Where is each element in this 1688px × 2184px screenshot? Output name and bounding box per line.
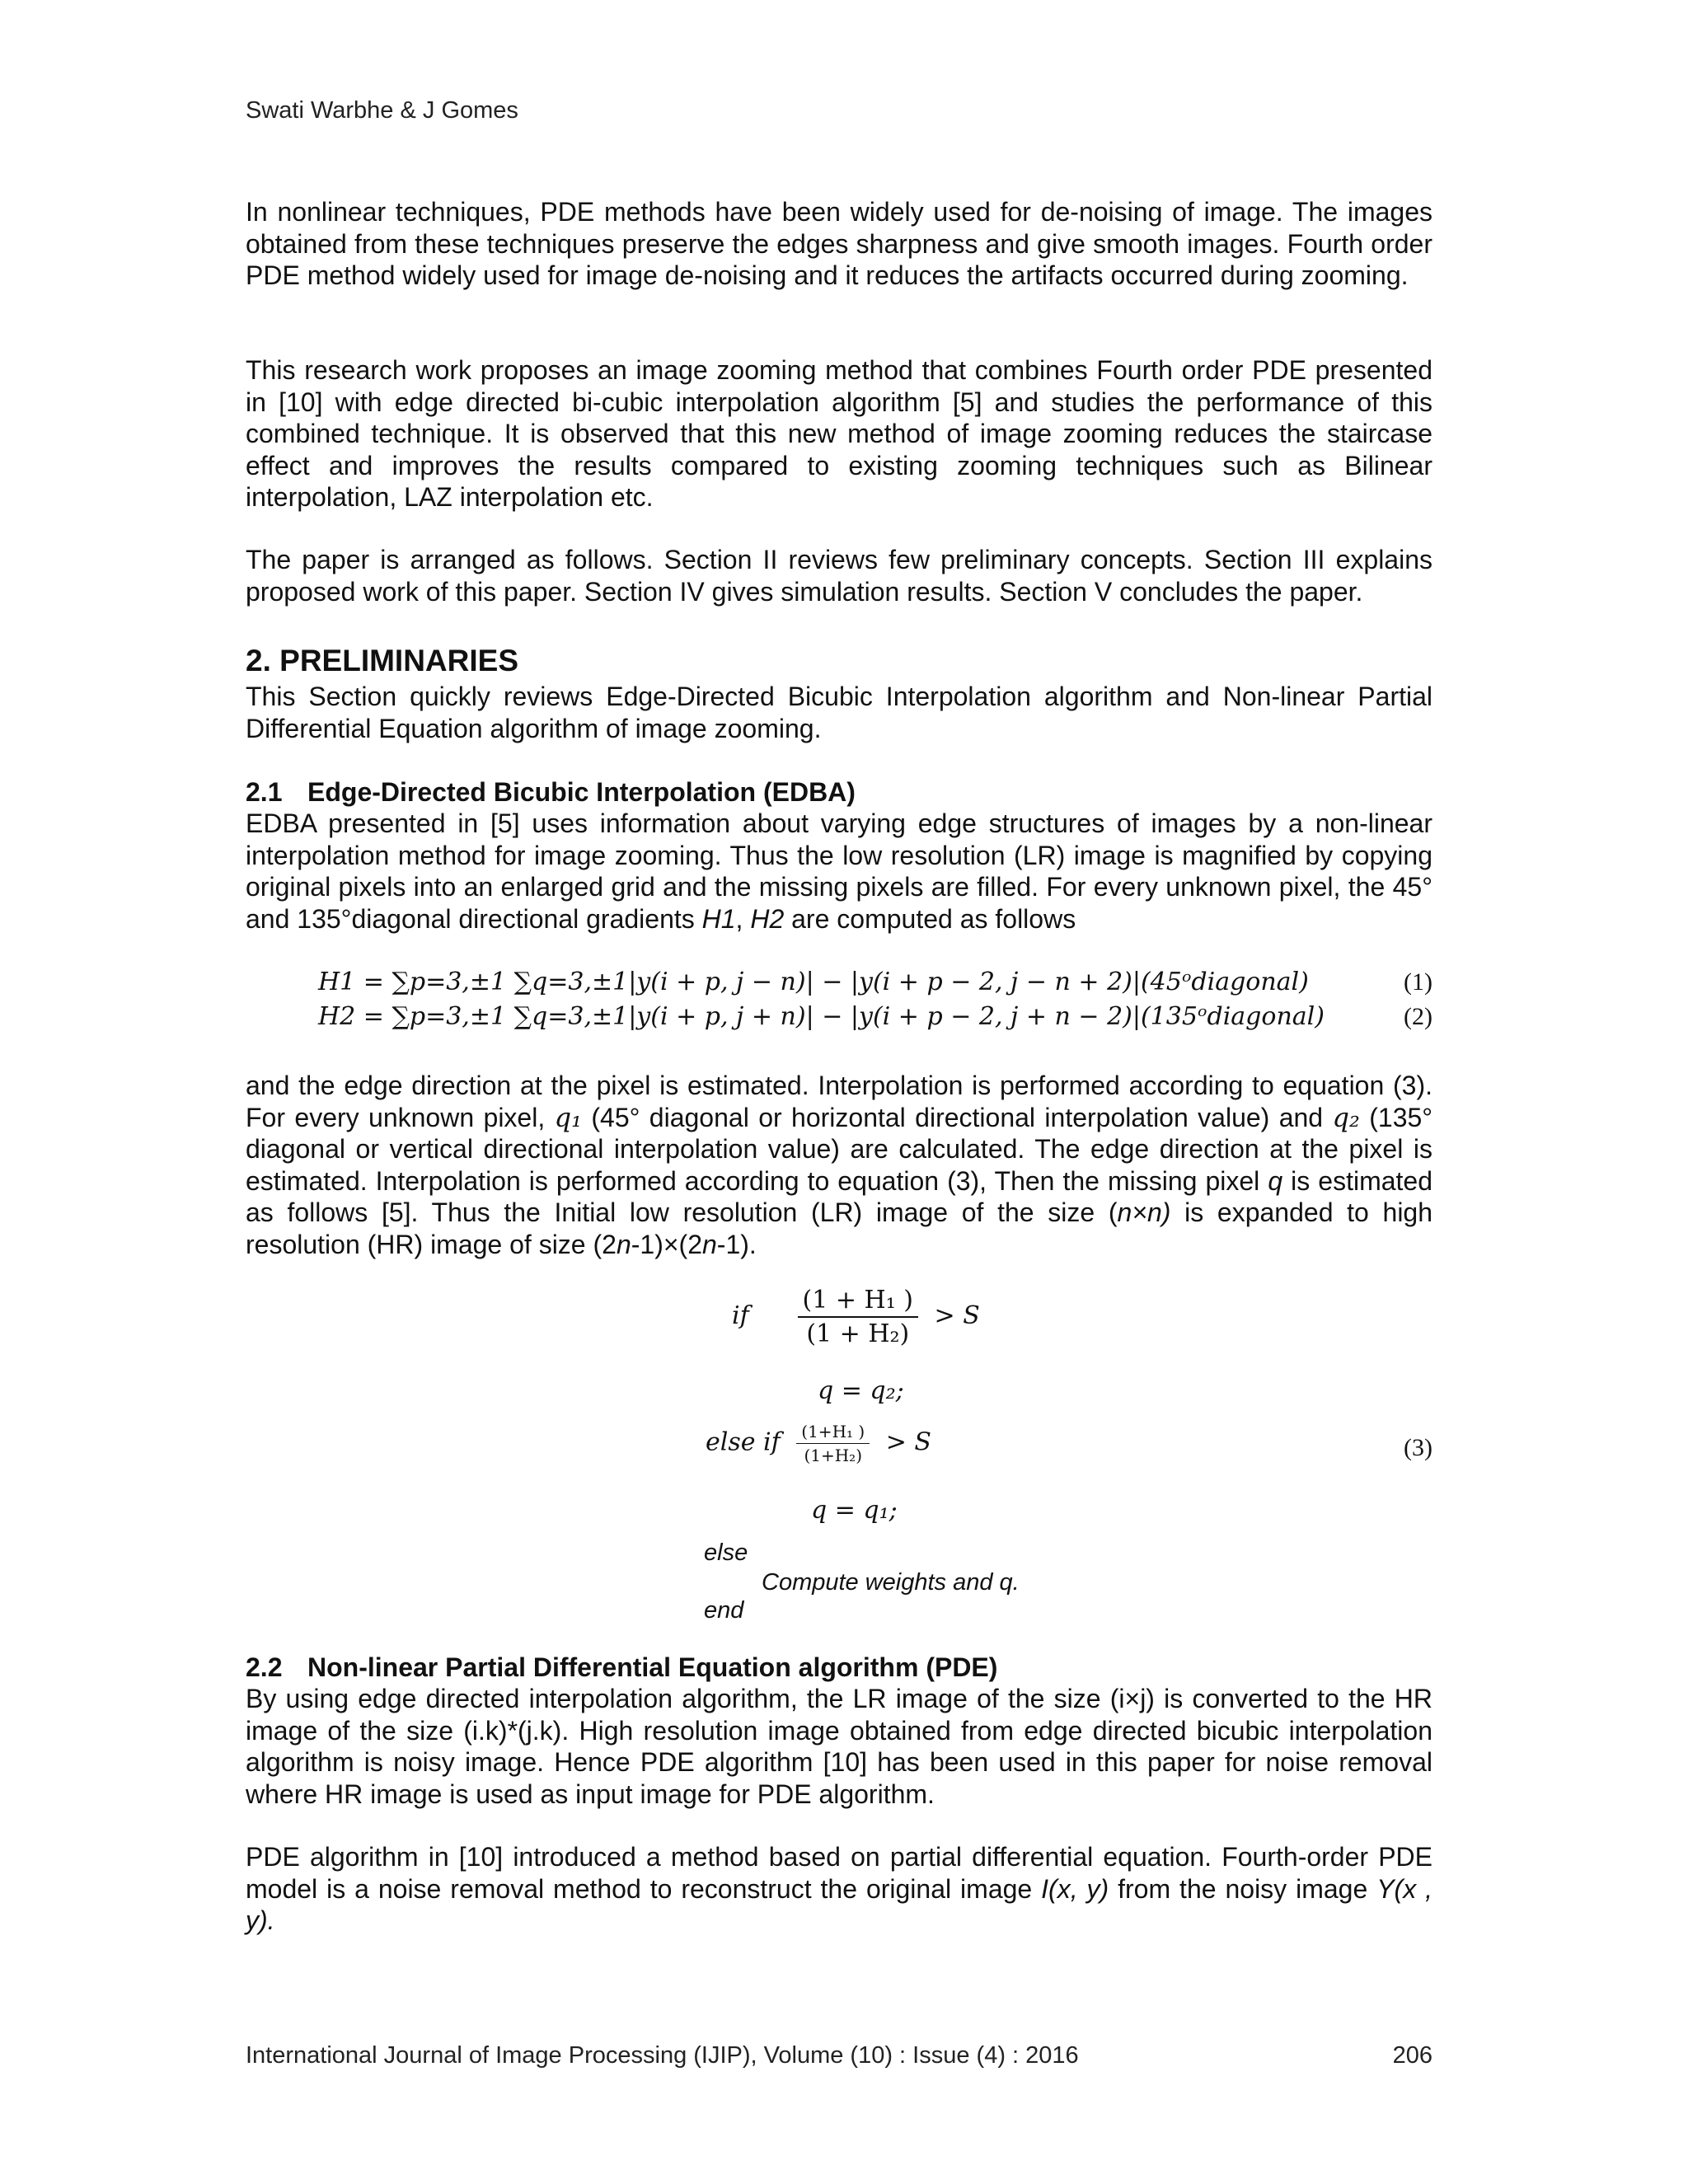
n-symbol-1: n	[616, 1229, 631, 1259]
equation-3-number: (3)	[1404, 1434, 1432, 1461]
equation-1	[318, 966, 1432, 999]
intro-p2-text: This research work proposes an image zooming method that combines Fourth order PDE presented in [10] with edge directed bi-cubic interpolation algorithm [5] and studies the performance of this combined technique. It is observed that this new method of image zooming reduces the staircase effect and improves the results compared to existing zooming techniques such as Bilinear interpolation, LAZ interpolation etc.	[246, 355, 1432, 512]
algo-assign-q2: q = q₂;	[818, 1376, 904, 1405]
algo-gt-s-1: > S	[934, 1301, 980, 1330]
footer-journal: International Journal of Image Processing (IJIP), Volume (10) : Issue (4) : 2016	[246, 2042, 1079, 2069]
algo-fraction-2-numerator: (1+H₁ )	[796, 1422, 870, 1444]
algo-if-line	[732, 1286, 980, 1348]
nxn-symbol: n×n)	[1117, 1197, 1171, 1227]
algo-elseif-keyword: else if	[706, 1427, 781, 1457]
algo-fraction-2	[796, 1422, 870, 1465]
q1-symbol: q₁	[554, 1101, 582, 1133]
section-2-title: 2. PRELIMINARIES	[246, 644, 518, 677]
sub22-p2-text	[246, 1841, 1432, 1937]
algo-fraction-1-denominator: (1 + H₂)	[806, 1319, 910, 1348]
equation-2	[318, 1001, 1432, 1033]
after-eq-s3: (135° diagonal or vertical directional interpolation value) are calculated. The edge direction at the pixel is estimated. Interpolation is performed according to equation (3), Then the missing pixel	[246, 1102, 1433, 1196]
intro-paragraph-2	[246, 354, 1432, 513]
equation-1-number: (1)	[1404, 968, 1432, 996]
subsection-2-1-text: EDBA presented in [5] uses information about varying edge structures of images by a non-linear interpolation method for image zooming. Thus the low resolution (LR) image is magnified by copying original pixels into an enlarged grid and the missing pixels are filled. For every unknown pixel, the 45° and 135°diagonal directional gradients H1, H2 are computed as follows	[246, 808, 1432, 934]
q2-symbol: q₂	[1332, 1101, 1360, 1133]
subsection-2-2-title: Non-linear Partial Differential Equation algorithm (PDE)	[307, 1652, 998, 1682]
section-2-intro	[246, 681, 1432, 744]
footer-page-number: 206	[1392, 2042, 1432, 2069]
equation-1-body: H1 = ∑p=3,±1 ∑q=3,±1|y(i + p, j − n)| − |y(i + p − 2, j − n + 2)|(45ᵒdiagonal)	[318, 968, 1309, 996]
after-eq-s5: is expanded to high resolution (HR) image of size (2	[246, 1197, 1433, 1259]
sub22-p1-text: By using edge directed interpolation algorithm, the LR image of the size (i×j) is converted to the HR image of the size (i.k)*(j.k). High resolution image obtained from edge directed bicubic interpolation algorithm is noisy image. Hence PDE algorithm [10] has been used in this paper for noise removal where HR image is used as input image for PDE algorithm.	[246, 1684, 1432, 1809]
algo-assign-q1: q = q₁;	[811, 1496, 898, 1525]
q-symbol: q	[1268, 1165, 1283, 1196]
after-equations-text	[246, 1070, 1432, 1260]
h1-symbol: H1	[701, 903, 736, 934]
algo-fraction-1	[798, 1286, 918, 1348]
subsection-2-2-heading	[246, 1652, 1432, 1683]
intro-p3-text: The paper is arranged as follows. Section II reviews few preliminary concepts. Section III explains proposed work of this paper. Section IV gives simulation results. Section V concludes the paper.	[246, 545, 1432, 607]
intro-paragraph-1	[246, 196, 1432, 292]
equation-2-body: H2 = ∑p=3,±1 ∑q=3,±1|y(i + p, j + n)| − |y(i + p − 2, j + n − 2)|(135ᵒdiagonal)	[318, 1002, 1325, 1031]
algo-fraction-2-denominator: (1+H₂)	[804, 1446, 862, 1465]
yxy-symbol: Y(x , y).	[246, 1873, 1433, 1935]
subsection-2-1-title: Edge-Directed Bicubic Interpolation (EDBA)	[307, 777, 856, 807]
ixy-symbol: I(x, y)	[1041, 1873, 1109, 1904]
subsection-2-2-number: 2.2	[246, 1652, 283, 1682]
algo-fraction-1-numerator: (1 + H₁ )	[798, 1286, 918, 1318]
sub22-p2-a: PDE algorithm in [10] introduced a method based on partial differential equation. Fourth-order PDE model is a noise removal method to reconstruct the original image	[246, 1842, 1432, 1904]
subsection-2-1-number: 2.1	[246, 777, 283, 807]
intro-p1-text: In nonlinear techniques, PDE methods have been widely used for de-noising of image. The images obtained from these techniques preserve the edges sharpness and give smooth images. Fourth order PDE method widely used for image de-noising and it reduces the artifacts occurred during zooming.	[246, 197, 1432, 290]
section-2-heading-block	[246, 643, 1432, 679]
n-symbol-2: n	[701, 1229, 717, 1259]
algo-gt-s-2: > S	[885, 1427, 931, 1457]
algo-else-keyword: else	[704, 1540, 748, 1566]
subsection-2-2-paragraph-1	[246, 1683, 1432, 1810]
algo-end-keyword: end	[704, 1597, 744, 1624]
after-eq-s7: -1).	[716, 1229, 757, 1259]
algo-elseif-line	[706, 1422, 931, 1465]
intro-paragraph-3	[246, 544, 1432, 607]
after-eq-s6: -1)×(2	[631, 1229, 702, 1259]
h2-symbol: H2	[750, 903, 785, 934]
subsection-2-1-heading	[246, 776, 1432, 808]
section-2-text: This Section quickly reviews Edge-Directed Bicubic Interpolation algorithm and Non-linear Partial Differential Equation algorithm of image zooming.	[246, 682, 1432, 743]
sub21-text-b: are computed as follows	[791, 903, 1076, 934]
after-eq-s4: is estimated as follows [5]. Thus the Initial low resolution (LR) image of the size (	[246, 1165, 1433, 1227]
after-eq-s2: (45° diagonal or horizontal directional interpolation value) and	[591, 1102, 1324, 1132]
algo-compute-line: Compute weights and q.	[762, 1569, 1020, 1596]
running-head-authors: Swati Warbhe & J Gomes	[246, 97, 518, 124]
after-eq-s1: and the edge direction at the pixel is estimated. Interpolation is performed according to equation (3). For every unknown pixel,	[246, 1071, 1432, 1132]
sub21-text-a: EDBA presented in [5] uses information about varying edge structures of images by a non-linear interpolation method for image zooming. Thus the low resolution (LR) image is magnified by copying original pixels into an enlarged grid and the missing pixels are filled. For every unknown pixel, the 45° and 135°diagonal directional gradients	[246, 808, 1432, 934]
subsection-2-2-paragraph-2	[246, 1841, 1432, 1937]
after-equations-paragraph	[246, 1070, 1432, 1260]
equation-2-number: (2)	[1404, 1003, 1432, 1030]
subsection-2-1-body	[246, 808, 1432, 935]
algo-if-keyword: if	[732, 1301, 749, 1330]
page-footer	[246, 2042, 1432, 2069]
sub22-p2-b: from the noisy image	[1118, 1873, 1368, 1904]
